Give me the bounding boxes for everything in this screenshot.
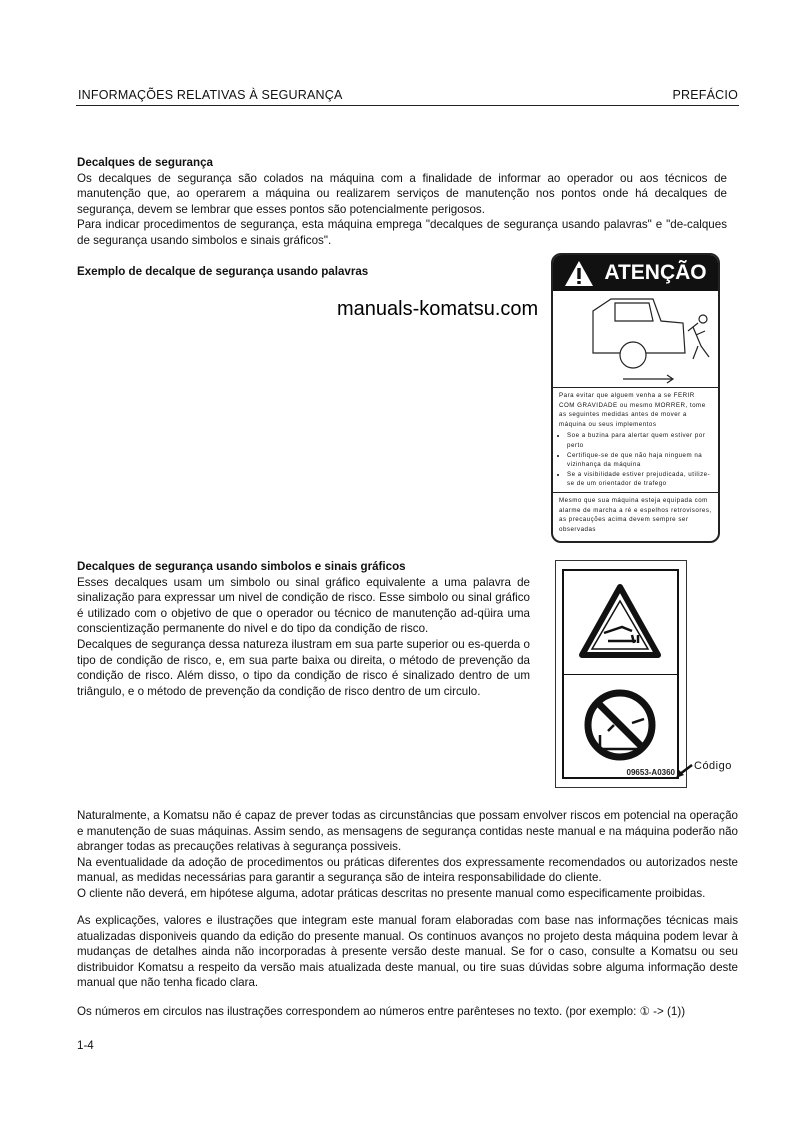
decal-bullet: • Se a visibilidade estiver prejudicada, utilize-se de um orientador de trafego [567,470,712,489]
decal-bullets [559,431,712,489]
header-divider [76,105,739,106]
paragraph: Esses decalques usam um simbolo ou sinal gráfico equivalente a uma palavra de sinalização para expressar um nivel de condição de risco. Esse simbolo ou sinal gráfico é utilizado com o objetivo de que o operador ou técnico de manutenção ad-qüira uma conscientização permanente do nivel e do tipo da condição de risco. [77,575,530,636]
page-number: 1-4 [77,1039,94,1052]
paragraph: As explicações, valores e ilustrações que integram este manual foram elaboradas com base nas informações técnicas mais atualizadas disponiveis quando da edição do presente manual. Os continuos avanços no projeto desta máquina podem levar à mudanças de detalhes ainda não incorporadas à presente versão deste manual. Se for o caso, consulte a Komatsu ou seu distribuidor Komatsu a respeito da versão mais atualizada deste manual, ou tire suas dúvidas sobre alguma informação deste manual que não tenha ficado clara. [77,914,738,990]
decal-intro: Para evitar que alguem venha a se FERIR COM GRAVIDADE ou mesmo MORRER, tome as seguintes medidas antes de mover a máquina ou seus implementos [559,392,706,428]
decal-header [553,255,718,291]
arrow-icon [674,762,694,780]
decal-bullet: • Soe a buzina para alertar quem estiver por perto [567,431,712,450]
section-symbol-decals [77,559,530,699]
header-chapter: PREFÁCIO [672,88,738,102]
word-safety-decal [551,253,720,543]
paragraph: Na eventualidade da adoção de procedimentos ou práticas diferentes dos expressamente recomendados ou autorizados neste manual, as medidas necessárias para garantir a segurança são de inteira responsabilidade do cliente. [77,855,738,885]
machine-pedestrian-illustration [553,291,718,388]
section-title: Decalques de segurança [77,156,213,169]
paragraph: Os decalques de segurança são colados na máquina com a finalidade de informar ao operador ou aos técnicos de manutenção que, ao operarem a máquina ou realizarem serviços de manutenção nos pontos onde há decalques de segurança, devem se lembrar que esses pontos são potencialmente perigosos. [77,171,727,216]
paragraph: Naturalmente, a Komatsu não é capaz de prever todas as circunstâncias que possam envolver riscos em potencial na operação e manutenção de suas máquinas. Assim sendo, as mensagens de segurança contidas neste manual e na máquina poderão não abranger todas as precauções relativas à segurança possiveis. [77,809,738,854]
section-updates [77,913,738,991]
warning-triangle-icon [564,260,594,287]
paragraph: Os números em circulos nas ilustrações correspondem ao números entre parênteses no texto. (por exemplo: ① -> (1)) [77,1005,686,1018]
hazard-triangle-icon [564,571,677,671]
section-title-word-decal: Exemplo de decalque de segurança usando palavras [77,265,369,278]
section-title: Decalques de segurança usando simbolos e sinais gráficos [77,560,406,573]
header-section-title: INFORMAÇÕES RELATIVAS À SEGURANÇA [78,88,343,102]
section-safety-decals [77,155,727,249]
decal-footer: Mesmo que sua máquina esteja equipada com alarme de marcha a ré e espelhos retrovisores, as precauções acima devem sempre ser observadas [559,496,712,533]
section-disclaimer [77,808,738,902]
prohibition-circle-icon [564,675,677,775]
decal-bullet: • Certifique-se de que não haja ninguem na vizinhança da máquina [567,451,712,470]
code-label: Código [694,760,732,772]
paragraph: Para indicar procedimentos de segurança, esta máquina emprega "decalques de segurança usando palavras" e "de-calques de segurança usando simbolos e sinais gráficos". [77,218,727,247]
watermark: manuals-komatsu.com [337,298,539,320]
signal-word: ATENÇÃO [604,261,707,284]
decal-inner-frame [562,569,679,779]
symbol-safety-decal [555,560,687,788]
section-circled-numbers [77,1004,738,1020]
paragraph: O cliente não deverá, em hipótese alguma, adotar práticas descritas no presente manual como especificamente proibidas. [77,886,706,900]
decal-instructions [553,388,718,537]
decal-divider [553,492,718,493]
decal-code: 09653-A0360 [626,768,675,777]
paragraph: Decalques de segurança dessa natureza ilustram em sua parte superior ou es-querda o tipo de condição de risco, e, em sua parte baixa ou direita, o método de prevenção da condição de risco. Além disso, o tipo da condição de risco é sinalizado dentro de um triângulo, e o método de prevenção da condição de risco dentro de um circulo. [77,637,530,698]
